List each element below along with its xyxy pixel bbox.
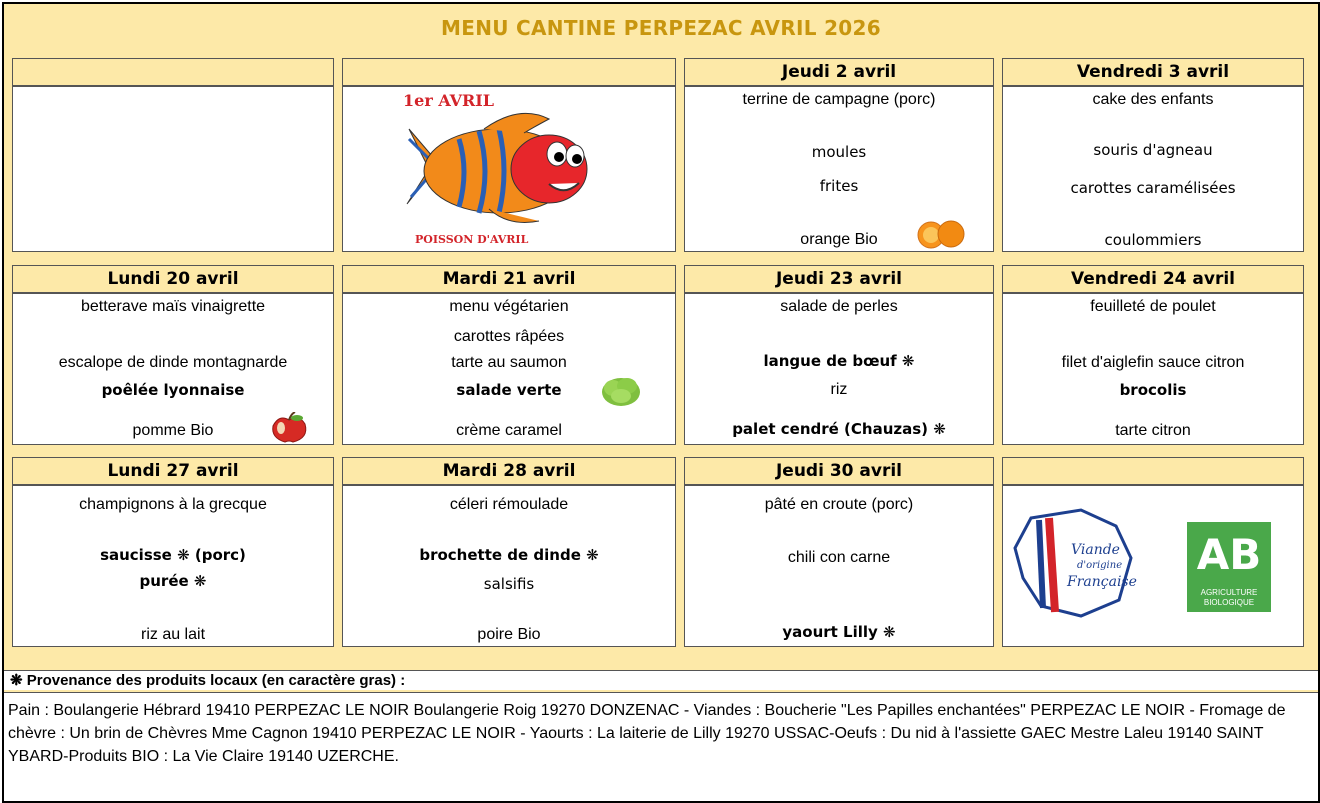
menu-line: purée ❋ bbox=[139, 572, 207, 590]
menu-line: menu végétarien bbox=[449, 298, 569, 315]
poster-subtitle: POISSON D'AVRIL bbox=[415, 233, 529, 246]
day-header-w3c3: Jeudi 23 avril bbox=[684, 265, 994, 293]
menu-line: salade de perles bbox=[780, 298, 898, 315]
menu-line: saucisse ❋ (porc) bbox=[100, 546, 246, 564]
day-header-w1c2 bbox=[342, 58, 676, 86]
menu-line: frites bbox=[819, 177, 859, 195]
day-header-w3c4: Vendredi 24 avril bbox=[1002, 265, 1304, 293]
menu-line: champignons à la grecque bbox=[79, 496, 267, 513]
menu-line: cake des enfants bbox=[1092, 91, 1214, 108]
menu-line: tarte au saumon bbox=[451, 354, 567, 371]
day-header-w3c2: Mardi 21 avril bbox=[342, 265, 676, 293]
lettuce-icon bbox=[599, 372, 643, 408]
fish-icon bbox=[399, 109, 609, 229]
day-header-w4c3: Jeudi 30 avril bbox=[684, 457, 994, 485]
menu-cell-w1c1 bbox=[12, 86, 334, 252]
menu-line: salade verte bbox=[456, 381, 562, 399]
day-header-w4c1: Lundi 27 avril bbox=[12, 457, 334, 485]
menu-cell-w3c3 bbox=[684, 293, 994, 445]
menu-line: escalope de dinde montagnarde bbox=[58, 354, 288, 371]
menu-line: poire Bio bbox=[477, 626, 541, 643]
menu-cell-w3c2 bbox=[342, 293, 676, 445]
menu-cell-w1c2 bbox=[342, 86, 676, 252]
menu-cell-w4c3 bbox=[684, 485, 994, 647]
menu-cell-w4c2 bbox=[342, 485, 676, 647]
menu-line: coulommiers bbox=[1104, 231, 1202, 249]
day-header-w4c4 bbox=[1002, 457, 1304, 485]
vof-text-1: Viande bbox=[1071, 542, 1120, 558]
menu-frame bbox=[2, 2, 1320, 803]
menu-line: carottes râpées bbox=[453, 328, 565, 345]
day-header-w3c1: Lundi 20 avril bbox=[12, 265, 334, 293]
menu-cell-w3c1 bbox=[12, 293, 334, 445]
ab-logo bbox=[1187, 522, 1271, 612]
menu-line: chili con carne bbox=[787, 549, 891, 566]
menu-cell-w3c4 bbox=[1002, 293, 1304, 445]
menu-line: brochette de dinde ❋ bbox=[419, 546, 599, 564]
menu-cell-w4c1 bbox=[12, 485, 334, 647]
page-title: MENU CANTINE PERPEZAC AVRIL 2026 bbox=[441, 16, 881, 40]
ab-logo-letters: AB bbox=[1196, 530, 1262, 579]
menu-line: tarte citron bbox=[1115, 422, 1191, 439]
menu-line: salsifis bbox=[483, 575, 535, 593]
menu-line: pomme Bio bbox=[132, 422, 214, 439]
menu-line: brocolis bbox=[1119, 381, 1187, 399]
menu-line: céleri rémoulade bbox=[449, 496, 569, 513]
local-products-text: Pain : Boulangerie Hébrard 19410 PERPEZAC LE NOIR Boulangerie Roig 19270 DONZENAC - Viandes : Boucherie "Les Papilles enchantées" PERPEZAC LE NOIR - Fromage de chèvre : Un brin de Chèvres Mme Cagnon 19410 PERPEZAC LE NOIR - Yaourts : La laiterie de Lilly 19270 USSAC-Oeufs : Du nid à l'assiette GAEC Mestre Laleu 19140 SAINT YBARD-Produits BIO : La Vie Claire 19140 UZERCHE. bbox=[4, 692, 1318, 801]
menu-line: betterave maïs vinaigrette bbox=[80, 298, 266, 315]
local-products-heading: ❋ Provenance des produits locaux (en caractère gras) : bbox=[4, 670, 1318, 690]
poster-title: 1er AVRIL bbox=[403, 91, 495, 110]
menu-line: langue de bœuf ❋ bbox=[763, 352, 915, 370]
menu-line: pâté en croute (porc) bbox=[764, 496, 914, 513]
day-header-w1c3: Jeudi 2 avril bbox=[684, 58, 994, 86]
menu-cell-w1c4 bbox=[1002, 86, 1304, 252]
menu-line: feuilleté de poulet bbox=[1090, 298, 1216, 315]
day-header-w1c1 bbox=[12, 58, 334, 86]
day-header-w1c4: Vendredi 3 avril bbox=[1002, 58, 1304, 86]
orange-icon bbox=[915, 219, 967, 249]
menu-line: poêlée lyonnaise bbox=[101, 381, 245, 399]
menu-cell-w4c4 bbox=[1002, 485, 1304, 647]
vof-text-2: d'origine bbox=[1077, 560, 1123, 571]
ab-logo-sub2: BIOLOGIQUE bbox=[1203, 598, 1255, 607]
menu-line: terrine de campagne (porc) bbox=[742, 91, 936, 108]
menu-line: carottes caramélisées bbox=[1070, 179, 1236, 197]
menu-line: filet d'aiglefin sauce citron bbox=[1061, 354, 1245, 371]
day-header-w4c2: Mardi 28 avril bbox=[342, 457, 676, 485]
menu-line: orange Bio bbox=[800, 231, 878, 248]
vof-text-3: Française bbox=[1067, 574, 1137, 590]
apple-icon bbox=[269, 412, 309, 444]
menu-line: souris d'agneau bbox=[1093, 141, 1213, 159]
menu-line: crème caramel bbox=[456, 422, 562, 439]
menu-line: moules bbox=[811, 143, 867, 161]
menu-line: riz bbox=[830, 381, 848, 398]
menu-cell-w1c3 bbox=[684, 86, 994, 252]
ab-logo-sub1: AGRICULTURE bbox=[1200, 588, 1258, 597]
menu-line: riz au lait bbox=[140, 626, 206, 643]
menu-line: yaourt Lilly ❋ bbox=[782, 623, 896, 641]
menu-line: palet cendré (Chauzas) ❋ bbox=[732, 420, 946, 438]
